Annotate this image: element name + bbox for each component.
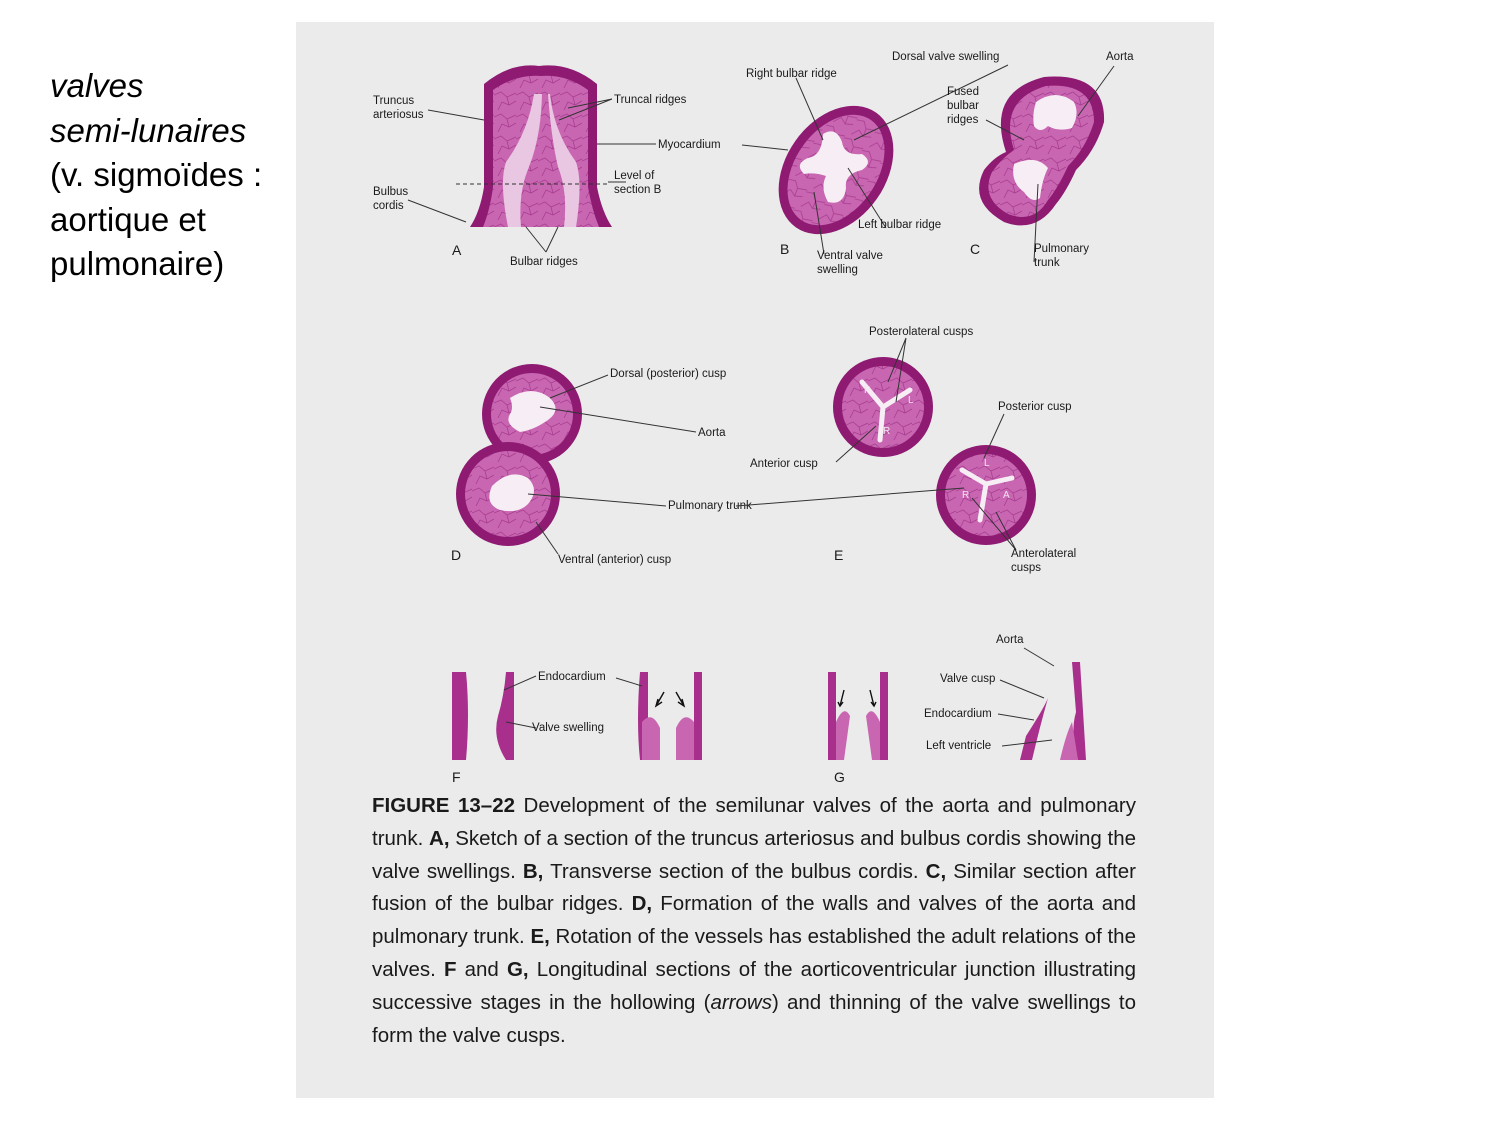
aorta-lumen-c [1033,95,1076,130]
f2-left-swelling [642,717,660,760]
panel-letter-a: A [452,242,462,258]
panel-b [742,51,1008,276]
label-myocardium: Myocardium [658,139,721,151]
g1-left-cusp [836,711,850,760]
figure-diagram [296,22,1214,787]
pulm-c-line-1: Pulmonary [1034,243,1089,255]
caption-arrows: arrows [710,990,772,1014]
caption-key-e: E, [530,925,550,949]
caption-key-c: C, [925,859,947,883]
title-line-4: aortique et [50,200,206,238]
f1-right-wall [496,672,514,760]
label-left-ventricle: Left ventricle [926,740,992,752]
label-truncal-ridges: Truncal ridges [614,94,687,106]
label-left-bulbar-ridge: Left bulbar ridge [858,219,942,231]
fused-line-1: Fused [947,86,979,98]
caption-text-5: Formation of the walls and valves of the aorta and pulmonary trunk. [372,892,1136,949]
label-aorta-d: Aorta [698,427,726,439]
figure-panel [296,22,1214,1098]
caption-text-8: Longitudinal sections of the aorticoventricular junction illustrating successive stages in the hollowing ( [372,957,1136,1014]
slide-title [50,64,295,287]
panel-d [451,364,752,566]
label-posterolateral-cusps: Posterolateral cusps [869,326,974,338]
label-posterior-cusp: Posterior cusp [998,401,1072,413]
g-arrow-1 [838,690,844,706]
caption-figure-label: FIGURE 13–22 [372,794,515,817]
g1-left-wall [828,672,836,760]
f1-left-wall [452,672,468,760]
panel-letter-e: E [834,547,844,563]
fused-line-3: ridges [947,114,979,126]
caption-text-2: Sketch of a section of the truncus arteriosus and bulbus cordis showing the valve swellings. [372,826,1137,883]
label-right-bulbar-ridge: Right bulbar ridge [746,68,837,80]
label-truncus-arteriosus [373,95,424,121]
panel-letter-b: B [780,241,790,257]
title-line-1: valves [50,67,144,104]
cusp-l-aorta: L [908,395,914,406]
label-endocardium-f: Endocardium [538,671,606,683]
figure-caption [372,790,1136,1052]
panel-f [452,671,702,785]
truncus-line-2: arteriosus [373,109,424,121]
g2-left-wall [1020,698,1048,760]
title-line-3: (v. sigmoïdes : [50,156,263,193]
level-line-2: section B [614,184,662,196]
caption-key-f: F [443,957,457,981]
caption-text-6: Rotation of the vessels has established the adult relations of the valves. [372,925,1136,981]
panel-letter-d: D [451,547,462,563]
cusp-l-pulm: L [984,458,990,469]
title-line-5: pulmonaire) [50,245,225,282]
caption-text-7: and [456,957,507,981]
label-anterior-cusp: Anterior cusp [750,458,818,470]
label-bulbar-ridges: Bulbar ridges [510,256,578,268]
label-valve-cusp: Valve cusp [940,673,996,685]
g-arrow-2 [870,690,876,706]
cusp-r-pulm: R [962,490,970,501]
cusp-a-pulm: A [1003,490,1010,501]
panel-letter-c: C [970,241,981,257]
pulm-c-line-2: trunk [1034,257,1060,269]
label-pulmonary-trunk-d: Pulmonary trunk [668,500,752,512]
anterolateral-line-1: Anterolateral [1011,548,1077,560]
f2-right-wall [694,672,702,760]
cusp-p: P [864,385,871,396]
label-aorta-c: Aorta [1106,51,1134,63]
ventral-line-2: swelling [817,264,858,276]
label-pulmonary-trunk-c [1034,243,1089,269]
f-arrow-2 [676,692,684,706]
caption-text-4: Similar section after fusion of the bulbar ridges. [372,859,1136,916]
anterolateral-line-2: cusps [1011,562,1042,574]
g1-right-wall [880,672,888,760]
label-endocardium-g: Endocardium [924,708,992,720]
title-line-2: semi-lunaires [50,111,247,149]
caption-key-b: B, [522,859,544,883]
label-dorsal-cusp: Dorsal (posterior) cusp [610,368,727,380]
g1-right-cusp [866,711,880,760]
label-bulbus-cordis [373,186,408,212]
ventral-line-1: Ventral valve [817,250,883,262]
f2-right-swelling [676,717,694,760]
caption-key-g: G, [506,957,529,981]
fused-line-2: bulbar [947,100,979,112]
caption-text-1: Development of the semilunar valves of the aorta and pulmonary trunk. [372,794,1136,850]
cusp-r-aorta: R [883,426,891,437]
label-valve-swelling: Valve swelling [532,722,605,734]
panel-a [373,65,721,268]
label-ventral-valve-swelling [817,250,883,276]
label-aorta-g: Aorta [996,634,1024,646]
panel-g [828,634,1086,785]
panel-c [947,51,1134,269]
caption-text-3: Transverse section of the bulbus cordis. [543,859,926,883]
level-line-1: Level of [614,170,655,182]
bulbus-line-1: Bulbus [373,186,409,198]
label-dorsal-valve-swelling: Dorsal valve swelling [892,51,1000,63]
truncus-line-1: Truncus [373,95,415,107]
bulbus-line-2: cordis [373,200,404,212]
panel-e [736,326,1076,574]
panel-letter-f: F [452,769,461,785]
label-anterolateral-cusps [1011,548,1076,574]
caption-key-d: D, [631,892,653,916]
label-fused-bulbar-ridges [947,86,979,126]
label-level-of-section [614,170,662,196]
caption-text-9: ) and thinning of the valve swellings to form the valve cusps. [372,990,1136,1047]
caption-key-a: A, [429,826,450,850]
label-ventral-cusp: Ventral (anterior) cusp [558,554,672,566]
panel-letter-g: G [834,769,845,785]
f-arrow-1 [656,692,664,706]
